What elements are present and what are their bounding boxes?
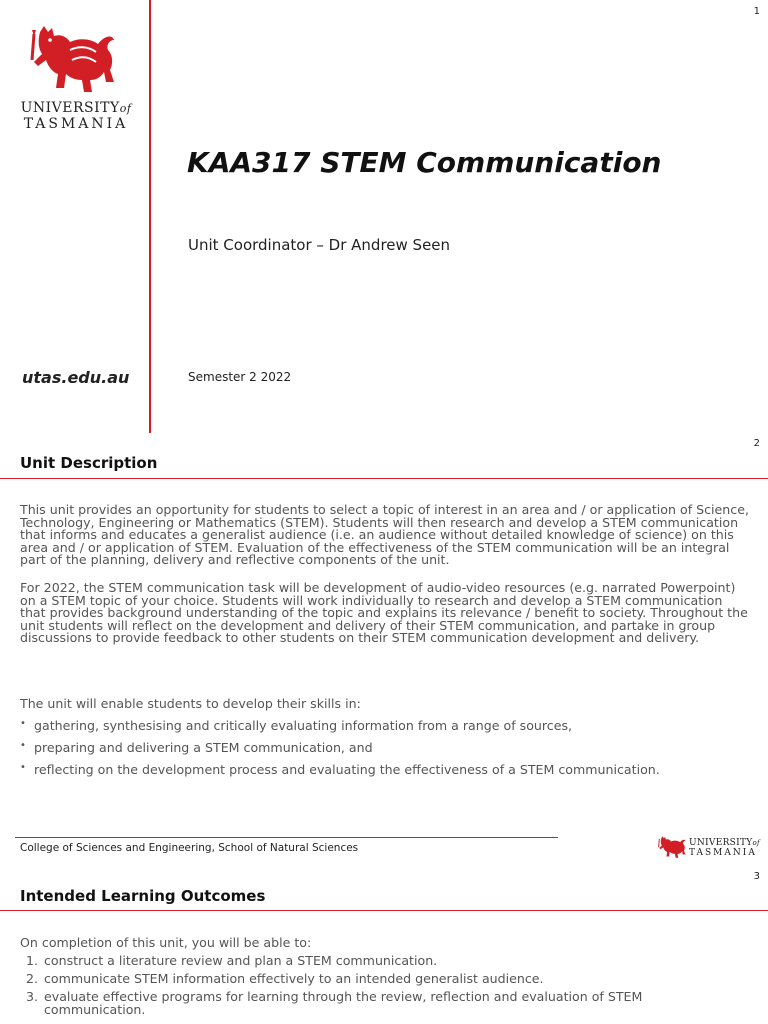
- heading-rule: [0, 478, 768, 479]
- website-link[interactable]: utas.edu.au: [22, 368, 130, 387]
- wordmark-of: of: [119, 102, 132, 115]
- list-item: • reflecting on the development process and evaluating the effectiveness of a STEM communication.: [20, 762, 750, 784]
- footer-logo-of: of: [752, 839, 760, 847]
- heading-rule: [0, 910, 768, 911]
- wordmark-line2: TASMANIA: [23, 116, 129, 132]
- list-number: 3.: [26, 989, 39, 1004]
- tasmanian-lion-crest-icon: [30, 26, 116, 98]
- title-slide: [0, 0, 768, 433]
- list-number: 2.: [26, 971, 39, 986]
- footer-rule: [15, 837, 558, 838]
- slide-heading: Unit Description: [20, 454, 158, 472]
- list-text: construct a literature review and plan a STEM communication.: [44, 953, 438, 968]
- vertical-red-divider: [149, 0, 151, 433]
- page-number: 3: [753, 871, 760, 882]
- footer-text: College of Sciences and Engineering, School of Natural Sciences: [20, 842, 359, 854]
- list-item: [26, 989, 744, 1017]
- tasmanian-lion-crest-icon: [658, 836, 686, 860]
- list-item: [26, 953, 744, 968]
- unit-coordinator: Unit Coordinator – Dr Andrew Seen: [188, 236, 451, 254]
- learning-outcomes-slide: [0, 865, 768, 1024]
- description-paragraph-2: For 2022, the STEM communication task will be development of audio-video resources (e.g. narrated Powerpoint) on a STEM topic of your choice. Students will work individually to research and develop a STEM communication that provides background understanding of the topic and explains its relevance / benefit to society. Throughout the unit students will reflect on the development and delivery of their STEM communication, and partake in group discussions to provide feedback to other students on their STEM communication development and delivery.: [20, 580, 748, 645]
- description-paragraph-1: This unit provides an opportunity for students to select a topic of interest in an area and / or application of Science, Technology, Engineering or Mathematics (STEM). Students will then research and develop a STEM communication that informs and educates a generalist audience (i.e. an audience without detailed knowledge of science) on this area and / or application of STEM. Evaluation of the effectiveness of the STEM communication will be an integral part of the planning, delivery and reflective components of the unit.: [20, 502, 749, 567]
- outcomes-list: [26, 953, 744, 1021]
- page-number: 2: [753, 438, 760, 449]
- list-item: [26, 971, 744, 986]
- university-wordmark: [20, 100, 132, 132]
- skills-intro: The unit will enable students to develop their skills in:: [20, 696, 361, 711]
- wordmark-line1: UNIVERSITY: [20, 100, 120, 116]
- list-text: evaluate effective programs for learning through the review, reflection and evaluation of STEM communication.: [44, 989, 643, 1017]
- footer-logo: [658, 836, 760, 860]
- page-number: 1: [753, 6, 760, 17]
- outcomes-intro: On completion of this unit, you will be able to:: [20, 935, 312, 950]
- slide-heading: Intended Learning Outcomes: [20, 887, 266, 905]
- list-item: • preparing and delivering a STEM communication, and: [20, 740, 750, 762]
- footer-logo-line2: TASMANIA: [689, 848, 757, 858]
- list-item: • gathering, synthesising and critically evaluating information from a range of sources,: [20, 718, 750, 740]
- list-number: 1.: [26, 953, 39, 968]
- skills-list: [20, 718, 750, 784]
- semester-label: Semester 2 2022: [188, 370, 292, 384]
- unit-description-slide: [0, 433, 768, 865]
- footer-logo-line1: UNIVERSITY: [689, 838, 753, 848]
- list-text: communicate STEM information effectively to an intended generalist audience.: [44, 971, 544, 986]
- slide-title: KAA317 STEM Communication: [187, 146, 662, 179]
